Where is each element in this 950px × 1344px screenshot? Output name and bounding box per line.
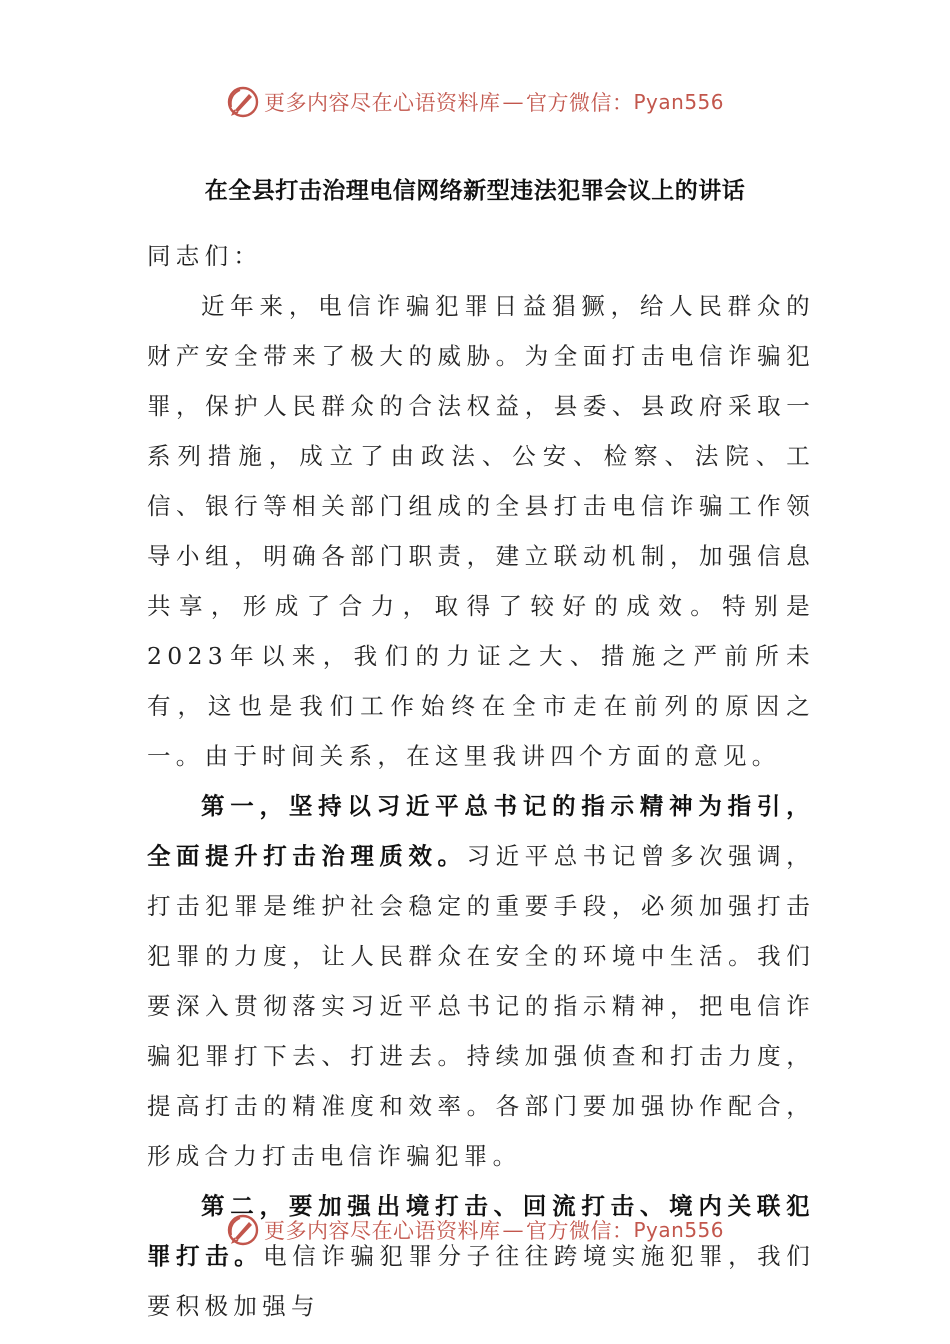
- watermark-contact-label: 官方微信：: [525, 91, 634, 115]
- watermark-header: [0, 82, 950, 122]
- watermark-contact-label: 官方微信：: [525, 1219, 634, 1243]
- watermark-footer: [0, 1210, 950, 1250]
- intro-paragraph: 近年来，电信诈骗犯罪日益猖獗，给人民群众的财产安全带来了极大的威胁。为全面打击电信诈骗犯罪，保护人民群众的合法权益，县委、县政府采取一系列措施，成立了由政法、公安、检察、法院、工信、银行等相关部门组成的全县打击电信诈骗工作领导小组，明确各部门职责，建立联动机制，加强信息共享，形成了合力，取得了较好的成效。特别是2023年以来，我们的力证之大、措施之严前所未有，这也是我们工作始终在全市走在前列的原因之一。由于时间关系，在这里我讲四个方面的意见。: [147, 292, 815, 770]
- watermark-contact-id: Pyan556: [633, 1218, 724, 1242]
- watermark-contact-id: Pyan556: [633, 90, 724, 114]
- watermark-separator: —: [502, 1218, 524, 1242]
- document-body: [147, 231, 815, 1331]
- section-heading-2: 第二，要加强出境打击、回流打击、境内关联犯罪打击。: [147, 1192, 815, 1270]
- document-title: 在全县打击治理电信网络新型违法犯罪会议上的讲话: [204, 178, 746, 204]
- section-heading-1: 第一，坚持以习近平总书记的指示精神为指引，全面提升打击治理质效。: [147, 792, 815, 870]
- section-text-1: 习近平总书记曾多次强调，打击犯罪是维护社会稳定的重要手段，必须加强打击犯罪的力度，让人民群众在安全的环境中生活。我们要深入贯彻落实习近平总书记的指示精神，把电信诈骗犯罪打下去、打进去。持续加强侦查和打击力度，提高打击的精准度和效率。各部门要加强协作配合，形成合力打击电信诈骗犯罪。: [147, 842, 815, 1170]
- pen-feather-icon: [226, 85, 260, 119]
- salutation: 同志们：: [147, 242, 263, 270]
- section-text-2: 电信诈骗犯罪分子往往跨境实施犯罪，我们要积极加强与: [147, 1242, 815, 1320]
- watermark-separator: —: [502, 90, 524, 114]
- section-paragraph-1: [147, 781, 815, 1181]
- watermark-text: 更多内容尽在心语资料库: [263, 91, 501, 115]
- section-paragraph-2: [147, 1181, 815, 1331]
- pen-feather-icon: [226, 1213, 260, 1247]
- watermark-text: 更多内容尽在心语资料库: [263, 1219, 501, 1243]
